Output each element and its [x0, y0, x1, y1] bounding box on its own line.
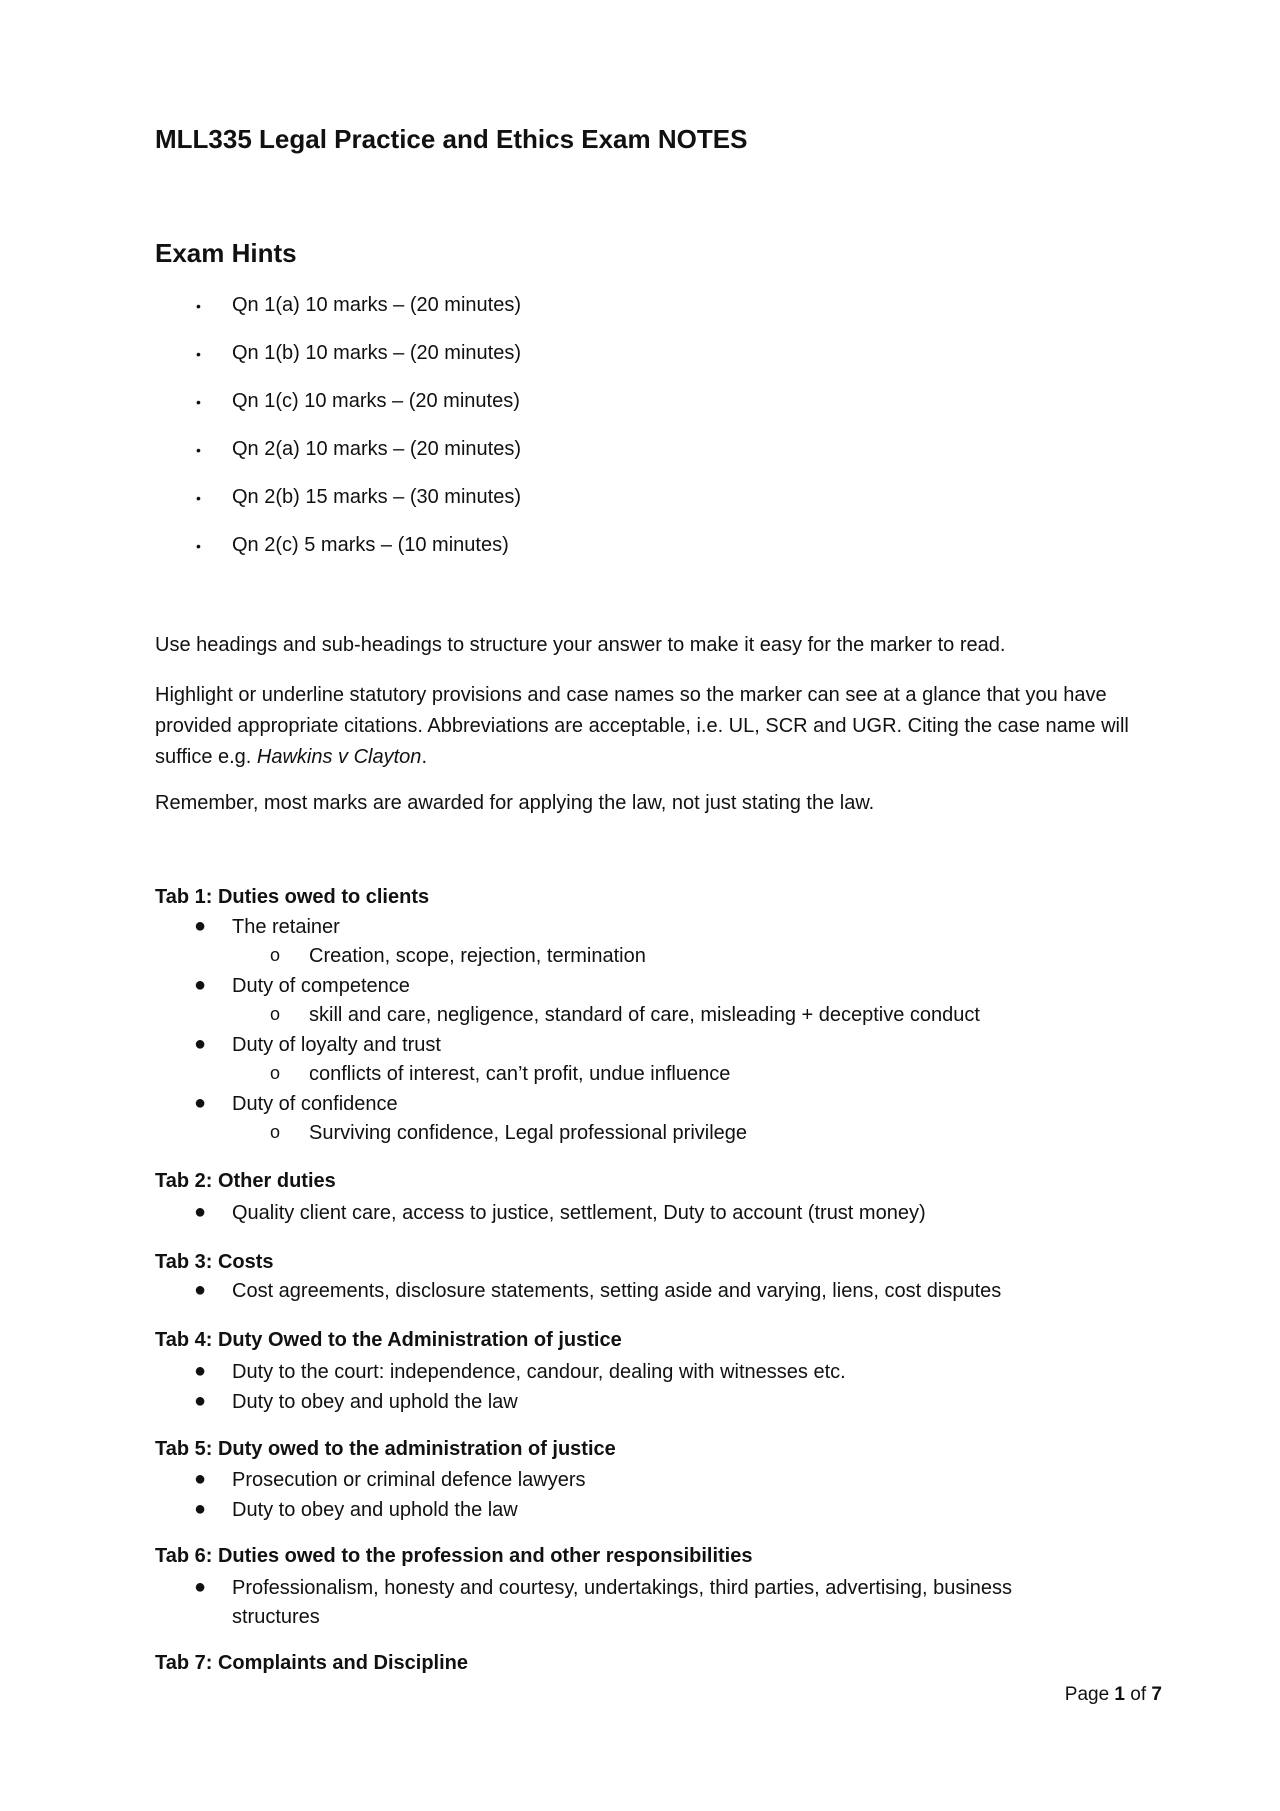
list-item: Duty of confidence — [232, 1093, 398, 1115]
paragraph-citations-end: . — [421, 746, 427, 768]
list-item: The retainer — [232, 916, 340, 938]
list-item: Qn 1(b) 10 marks – (20 minutes) — [232, 342, 521, 364]
of-label: of — [1130, 1684, 1147, 1705]
paragraph-remember: Remember, most marks are awarded for applying the law, not just stating the law. — [155, 792, 875, 814]
circle-bullet-icon: o — [270, 1004, 281, 1024]
bullet-icon: ● — [194, 1201, 207, 1223]
tab2-heading: Tab 2: Other duties — [155, 1170, 336, 1192]
sub-list-item: Creation, scope, rejection, termination — [309, 945, 646, 967]
bullet-icon: ● — [194, 974, 207, 996]
bullet-icon: • — [196, 442, 201, 458]
tab3-heading: Tab 3: Costs — [155, 1251, 274, 1273]
tab1-heading: Tab 1: Duties owed to clients — [155, 886, 430, 908]
bullet-icon: ● — [194, 1360, 207, 1382]
list-item: Prosecution or criminal defence lawyers — [232, 1469, 586, 1491]
bullet-icon: • — [196, 298, 201, 314]
bullet-icon: • — [196, 490, 201, 506]
list-item-continuation: structures — [232, 1606, 320, 1628]
bullet-icon: ● — [194, 1279, 207, 1301]
paragraph-structure: Use headings and sub-headings to structure your answer to make it easy for the marker to read. — [155, 634, 1006, 656]
bullet-icon: • — [196, 538, 201, 554]
page-number — [1065, 1684, 1162, 1706]
case-name: Hawkins v Clayton — [256, 746, 422, 768]
list-item: Quality client care, access to justice, settlement, Duty to account (trust money) — [232, 1202, 926, 1224]
list-item: Duty of loyalty and trust — [232, 1034, 441, 1056]
bullet-icon: ● — [194, 1576, 207, 1598]
list-item: Professionalism, honesty and courtesy, undertakings, third parties, advertising, business — [232, 1577, 1013, 1599]
document-title: MLL335 Legal Practice and Ethics Exam NOTES — [155, 124, 748, 154]
list-item: Cost agreements, disclosure statements, setting aside and varying, liens, cost disputes — [232, 1280, 1002, 1302]
exam-hints-heading: Exam Hints — [155, 238, 297, 268]
sub-list-item: conflicts of interest, can’t profit, undue influence — [309, 1063, 731, 1085]
page-total: 7 — [1151, 1684, 1162, 1705]
list-item: Qn 1(a) 10 marks – (20 minutes) — [232, 294, 521, 316]
circle-bullet-icon: o — [270, 945, 281, 965]
sub-list-item: skill and care, negligence, standard of care, misleading + deceptive conduct — [309, 1004, 980, 1026]
bullet-icon: ● — [194, 1033, 207, 1055]
list-item: Qn 2(c) 5 marks – (10 minutes) — [232, 534, 509, 556]
list-item: Duty to the court: independence, candour, dealing with witnesses etc. — [232, 1361, 846, 1383]
bullet-icon: • — [196, 346, 201, 362]
tab7-heading: Tab 7: Complaints and Discipline — [155, 1652, 469, 1674]
page-current: 1 — [1114, 1684, 1125, 1705]
list-item: Duty of competence — [232, 975, 410, 997]
list-item: Qn 2(a) 10 marks – (20 minutes) — [232, 438, 521, 460]
bullet-icon: ● — [194, 915, 207, 937]
tab4-heading: Tab 4: Duty Owed to the Administration of justice — [155, 1329, 622, 1351]
tab6-heading: Tab 6: Duties owed to the profession and other responsibilities — [155, 1545, 753, 1567]
circle-bullet-icon: o — [270, 1122, 281, 1142]
list-item: Qn 1(c) 10 marks – (20 minutes) — [232, 390, 520, 412]
bullet-icon: ● — [194, 1092, 207, 1114]
list-item: Duty to obey and uphold the law — [232, 1499, 518, 1521]
tab5-heading: Tab 5: Duty owed to the administration of justice — [155, 1438, 616, 1460]
bullet-icon: ● — [194, 1468, 207, 1490]
list-item: Duty to obey and uphold the law — [232, 1391, 518, 1413]
bullet-icon: ● — [194, 1498, 207, 1520]
page-label: Page — [1064, 1684, 1110, 1705]
sub-list-item: Surviving confidence, Legal professional privilege — [309, 1122, 748, 1144]
bullet-icon: • — [196, 394, 201, 410]
list-item: Qn 2(b) 15 marks – (30 minutes) — [232, 486, 521, 508]
bullet-icon: ● — [194, 1390, 207, 1412]
paragraph-citations-text: Highlight or underline statutory provisions and case names so the marker can see at a glance that you have provided appropriate citations. Abbreviations are acceptable, i.e. UL, SCR and UGR. Citing the case name will suffice e.g. — [155, 684, 1129, 768]
paragraph-citations — [155, 680, 1155, 773]
circle-bullet-icon: o — [270, 1063, 281, 1083]
